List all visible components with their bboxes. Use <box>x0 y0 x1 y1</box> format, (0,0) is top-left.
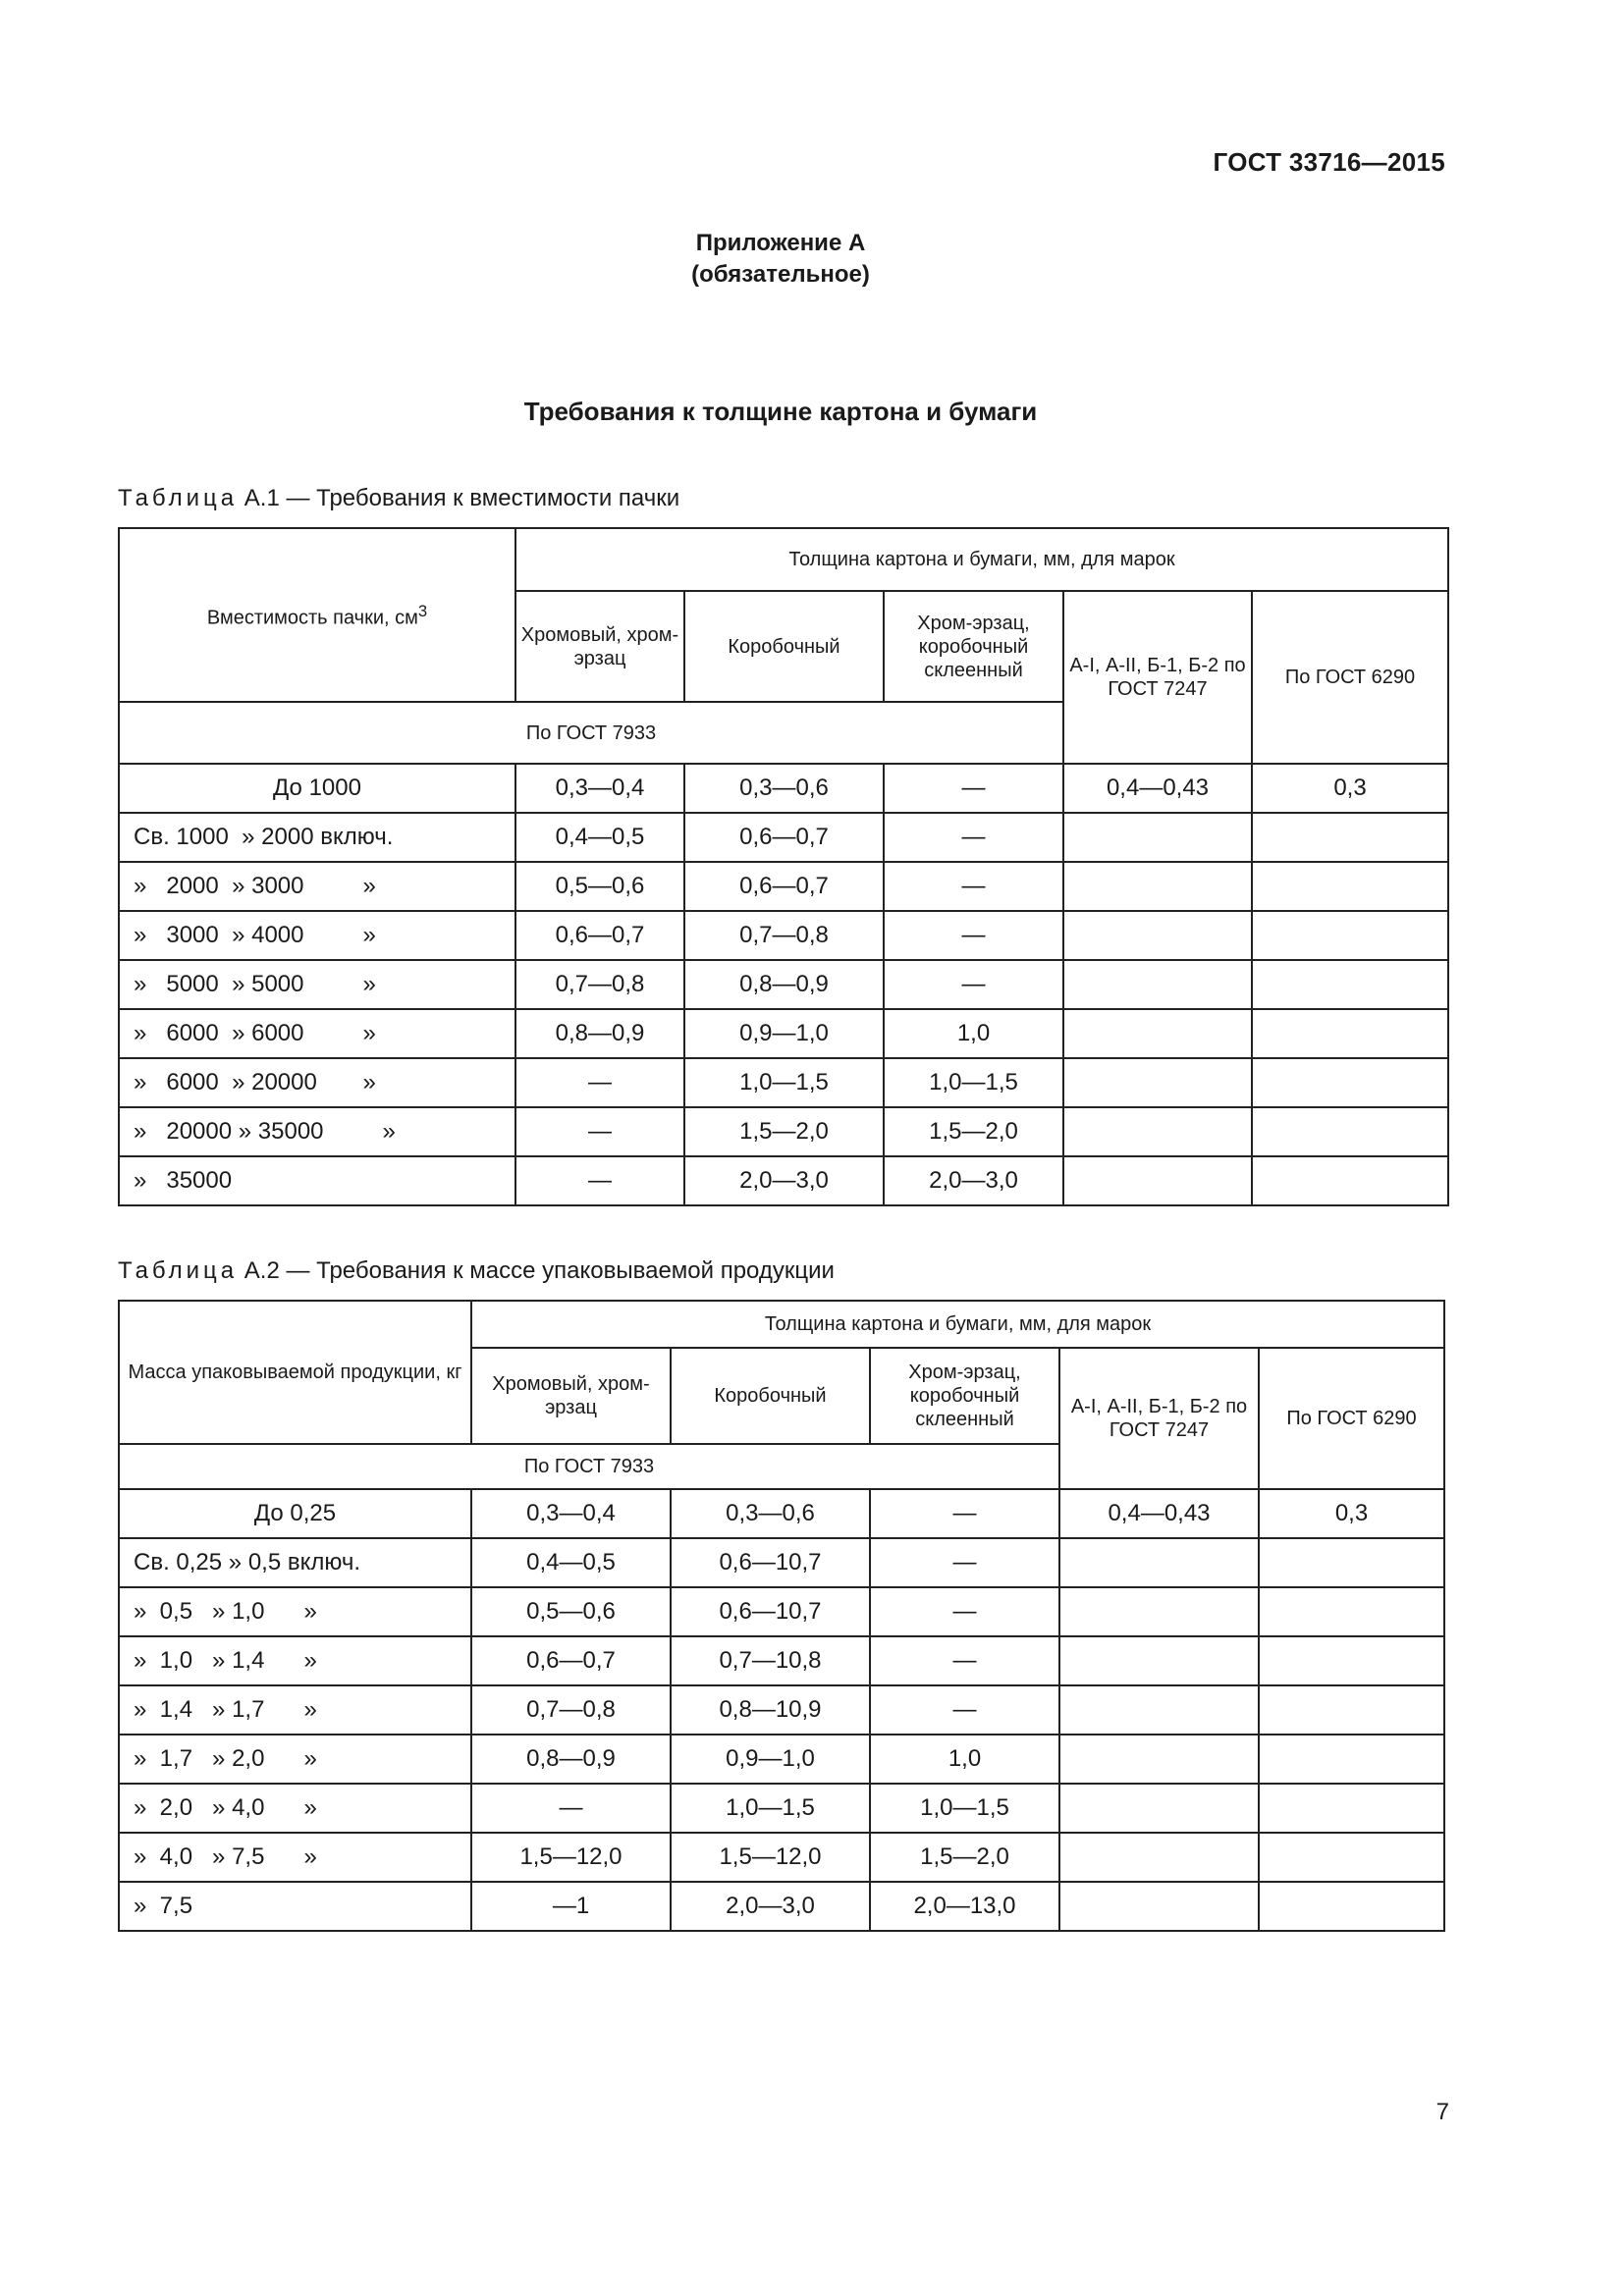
table2-cell: 2,0—13,0 <box>870 1882 1059 1931</box>
table1-subheader: Хромовый, хром-эрзац <box>515 591 684 702</box>
table2-cell: 1,5—2,0 <box>870 1833 1059 1882</box>
table1-caption <box>118 485 679 512</box>
appendix-title: Приложение А <box>695 230 866 256</box>
table1-caption-word: Таблица <box>118 485 239 511</box>
table1-row-label: » 5000 » 5000 » <box>119 960 515 1009</box>
table2-cell: 0,9—1,0 <box>671 1735 870 1784</box>
table1-row <box>119 960 1448 1009</box>
table2-row-label: » 1,4 » 1,7 » <box>119 1685 471 1735</box>
table2-cell: — <box>870 1685 1059 1735</box>
table2-cell: 0,6—0,7 <box>471 1636 671 1685</box>
table2-subheader: Хромовый, хром-эрзац <box>471 1348 671 1444</box>
table2-cell <box>1259 1636 1444 1685</box>
table1-cell <box>1063 1058 1252 1107</box>
table2-caption <box>118 1257 835 1285</box>
table2-subheader: По ГОСТ 6290 <box>1259 1348 1444 1489</box>
table2-cell: 0,7—0,8 <box>471 1685 671 1735</box>
table2-row-label: » 1,7 » 2,0 » <box>119 1735 471 1784</box>
table1-col0-sup: 3 <box>417 602 428 621</box>
table2-cell: 2,0—3,0 <box>671 1882 870 1931</box>
table2-standard-label: По ГОСТ 7933 <box>119 1444 1059 1489</box>
table2-cell: 0,3—0,4 <box>471 1489 671 1538</box>
table2-cell <box>1259 1784 1444 1833</box>
table2-cell: 1,0 <box>870 1735 1059 1784</box>
table1-subheader: А-I, А-II, Б-1, Б-2 по ГОСТ 7247 <box>1063 591 1252 764</box>
table1-cell: 0,7—0,8 <box>684 911 884 960</box>
table1-cell: 2,0—3,0 <box>684 1156 884 1205</box>
table1-cell <box>1252 813 1448 862</box>
appendix-status: (обязательное) <box>691 261 870 288</box>
table1-subheader: Коробочный <box>684 591 884 702</box>
table1-cell <box>1063 960 1252 1009</box>
table2-cell <box>1259 1587 1444 1636</box>
table2-caption-word: Таблица <box>118 1257 239 1284</box>
table2-subheader: Коробочный <box>671 1348 870 1444</box>
table1-row-label: Св. 1000 » 2000 включ. <box>119 813 515 862</box>
table1-cell: 0,4—0,43 <box>1063 764 1252 813</box>
table2-cell: 1,5—12,0 <box>471 1833 671 1882</box>
table2-cell <box>1259 1685 1444 1735</box>
table2-row <box>119 1833 1444 1882</box>
table2 <box>118 1300 1445 1932</box>
table1-row <box>119 1107 1448 1156</box>
table1-cell <box>1252 1009 1448 1058</box>
table1-row <box>119 862 1448 911</box>
table2-row <box>119 1587 1444 1636</box>
table2-cell: — <box>870 1636 1059 1685</box>
table1-standard-label: По ГОСТ 7933 <box>119 702 1063 764</box>
table1-cell <box>1063 1107 1252 1156</box>
table1-row <box>119 1009 1448 1058</box>
table1-cell <box>1252 862 1448 911</box>
table2-cell: —1 <box>471 1882 671 1931</box>
table2-cell: — <box>870 1538 1059 1587</box>
table1-cell <box>1252 1058 1448 1107</box>
table1-cell: — <box>884 960 1063 1009</box>
table1-cell: — <box>884 911 1063 960</box>
table1-cell: 1,0—1,5 <box>884 1058 1063 1107</box>
table2-row <box>119 1882 1444 1931</box>
table2-cell <box>1059 1685 1259 1735</box>
table2-cell: 1,0—1,5 <box>870 1784 1059 1833</box>
table2-cell <box>1059 1833 1259 1882</box>
table1-cell <box>1252 1107 1448 1156</box>
table1-cell <box>1063 1009 1252 1058</box>
table1-row <box>119 1058 1448 1107</box>
table1-cell: 0,3—0,4 <box>515 764 684 813</box>
table2-cell <box>1059 1636 1259 1685</box>
document-code: ГОСТ 33716—2015 <box>1213 147 1445 177</box>
table2-cell <box>1059 1538 1259 1587</box>
table2-row <box>119 1489 1444 1538</box>
table1-cell: — <box>884 862 1063 911</box>
table1-group-header: Толщина картона и бумаги, мм, для марок <box>515 528 1448 591</box>
table2-cell: 0,5—0,6 <box>471 1587 671 1636</box>
table2-cell <box>1059 1735 1259 1784</box>
table1-row-label: » 6000 » 6000 » <box>119 1009 515 1058</box>
table1-cell <box>1252 911 1448 960</box>
table1-cell: 1,0 <box>884 1009 1063 1058</box>
table2-group-header: Толщина картона и бумаги, мм, для марок <box>471 1301 1444 1348</box>
table1-row-label: » 20000 » 35000 » <box>119 1107 515 1156</box>
table1-cell: 2,0—3,0 <box>884 1156 1063 1205</box>
table1-row-label: » 35000 <box>119 1156 515 1205</box>
table2-row-label: » 2,0 » 4,0 » <box>119 1784 471 1833</box>
table2-cell: 1,5—12,0 <box>671 1833 870 1882</box>
table1-cell: 0,8—0,9 <box>684 960 884 1009</box>
table1-cell: 0,3 <box>1252 764 1448 813</box>
table2-cell: 1,0—1,5 <box>671 1784 870 1833</box>
table1-cell: 0,7—0,8 <box>515 960 684 1009</box>
appendix-heading <box>0 228 1561 291</box>
table2-cell <box>1059 1882 1259 1931</box>
table2-subheader: Хром-эрзац, коробочный склеенный <box>870 1348 1059 1444</box>
table2-cell: — <box>870 1587 1059 1636</box>
table1-cell: 0,8—0,9 <box>515 1009 684 1058</box>
table2-cell <box>1259 1833 1444 1882</box>
table2-cell <box>1259 1882 1444 1931</box>
table1-subheader: По ГОСТ 6290 <box>1252 591 1448 764</box>
table2-cell: 0,8—10,9 <box>671 1685 870 1735</box>
table2-row <box>119 1538 1444 1587</box>
page-number: 7 <box>1435 2099 1449 2125</box>
table1-cell: 1,0—1,5 <box>684 1058 884 1107</box>
table2-row-label: До 0,25 <box>119 1489 471 1538</box>
table2-cell <box>1059 1784 1259 1833</box>
table1-cell: 1,5—2,0 <box>884 1107 1063 1156</box>
table2-cell: 0,3—0,6 <box>671 1489 870 1538</box>
table1-cell: — <box>515 1156 684 1205</box>
table2-row-label: » 4,0 » 7,5 » <box>119 1833 471 1882</box>
table2-cell: 0,7—10,8 <box>671 1636 870 1685</box>
table1-row <box>119 1156 1448 1205</box>
table1-cell: 0,5—0,6 <box>515 862 684 911</box>
table1-col0-label: Вместимость пачки, см <box>206 607 418 629</box>
table2-row-label: » 1,0 » 1,4 » <box>119 1636 471 1685</box>
table2-cell <box>1059 1587 1259 1636</box>
table2-cell: — <box>870 1489 1059 1538</box>
table2-cell: 0,8—0,9 <box>471 1735 671 1784</box>
table1-row-label: До 1000 <box>119 764 515 813</box>
table2-row-label: Св. 0,25 » 0,5 включ. <box>119 1538 471 1587</box>
table1-cell: 0,3—0,6 <box>684 764 884 813</box>
table1-row-label: » 6000 » 20000 » <box>119 1058 515 1107</box>
table1-col0-header <box>119 528 515 702</box>
table2-subheader: А-I, А-II, Б-1, Б-2 по ГОСТ 7247 <box>1059 1348 1259 1489</box>
table2-row <box>119 1685 1444 1735</box>
table1-caption-text: А.1 — Требования к вместимости пачки <box>244 485 680 511</box>
table1-subheader: Хром-эрзац, коробочный склеенный <box>884 591 1063 702</box>
table2-cell <box>1259 1538 1444 1587</box>
table2-cell: 0,6—10,7 <box>671 1538 870 1587</box>
section-title: Требования к толщине картона и бумаги <box>523 397 1038 426</box>
table2-cell: — <box>471 1784 671 1833</box>
table2-cell: 0,3 <box>1259 1489 1444 1538</box>
table1-cell <box>1063 911 1252 960</box>
table1-cell <box>1252 960 1448 1009</box>
table2-cell <box>1259 1735 1444 1784</box>
table1-row-label: » 3000 » 4000 » <box>119 911 515 960</box>
table2-caption-text: А.2 — Требования к массе упаковываемой продукции <box>244 1257 835 1284</box>
table2-row-label: » 0,5 » 1,0 » <box>119 1587 471 1636</box>
table1-row <box>119 764 1448 813</box>
table2-cell: 0,6—10,7 <box>671 1587 870 1636</box>
table2-cell: 0,4—0,5 <box>471 1538 671 1587</box>
table1-cell: 0,4—0,5 <box>515 813 684 862</box>
table1-row <box>119 911 1448 960</box>
table1-cell: 1,5—2,0 <box>684 1107 884 1156</box>
table2-row <box>119 1735 1444 1784</box>
table1-cell: 0,9—1,0 <box>684 1009 884 1058</box>
table1-cell <box>1063 813 1252 862</box>
table1-cell: — <box>884 764 1063 813</box>
table1-cell <box>1063 1156 1252 1205</box>
table1-cell <box>1063 862 1252 911</box>
table2-row <box>119 1784 1444 1833</box>
table1-cell: — <box>515 1058 684 1107</box>
table1-cell <box>1252 1156 1448 1205</box>
table1-row <box>119 813 1448 862</box>
table1-cell: — <box>884 813 1063 862</box>
table1 <box>118 527 1449 1206</box>
table1-row-label: » 2000 » 3000 » <box>119 862 515 911</box>
table1-cell: 0,6—0,7 <box>684 813 884 862</box>
table2-col0-header: Масса упаковываемой продукции, кг <box>119 1301 471 1444</box>
table2-row-label: » 7,5 <box>119 1882 471 1931</box>
table1-cell: 0,6—0,7 <box>684 862 884 911</box>
table1-cell: — <box>515 1107 684 1156</box>
table2-row <box>119 1636 1444 1685</box>
table2-cell: 0,4—0,43 <box>1059 1489 1259 1538</box>
table1-cell: 0,6—0,7 <box>515 911 684 960</box>
